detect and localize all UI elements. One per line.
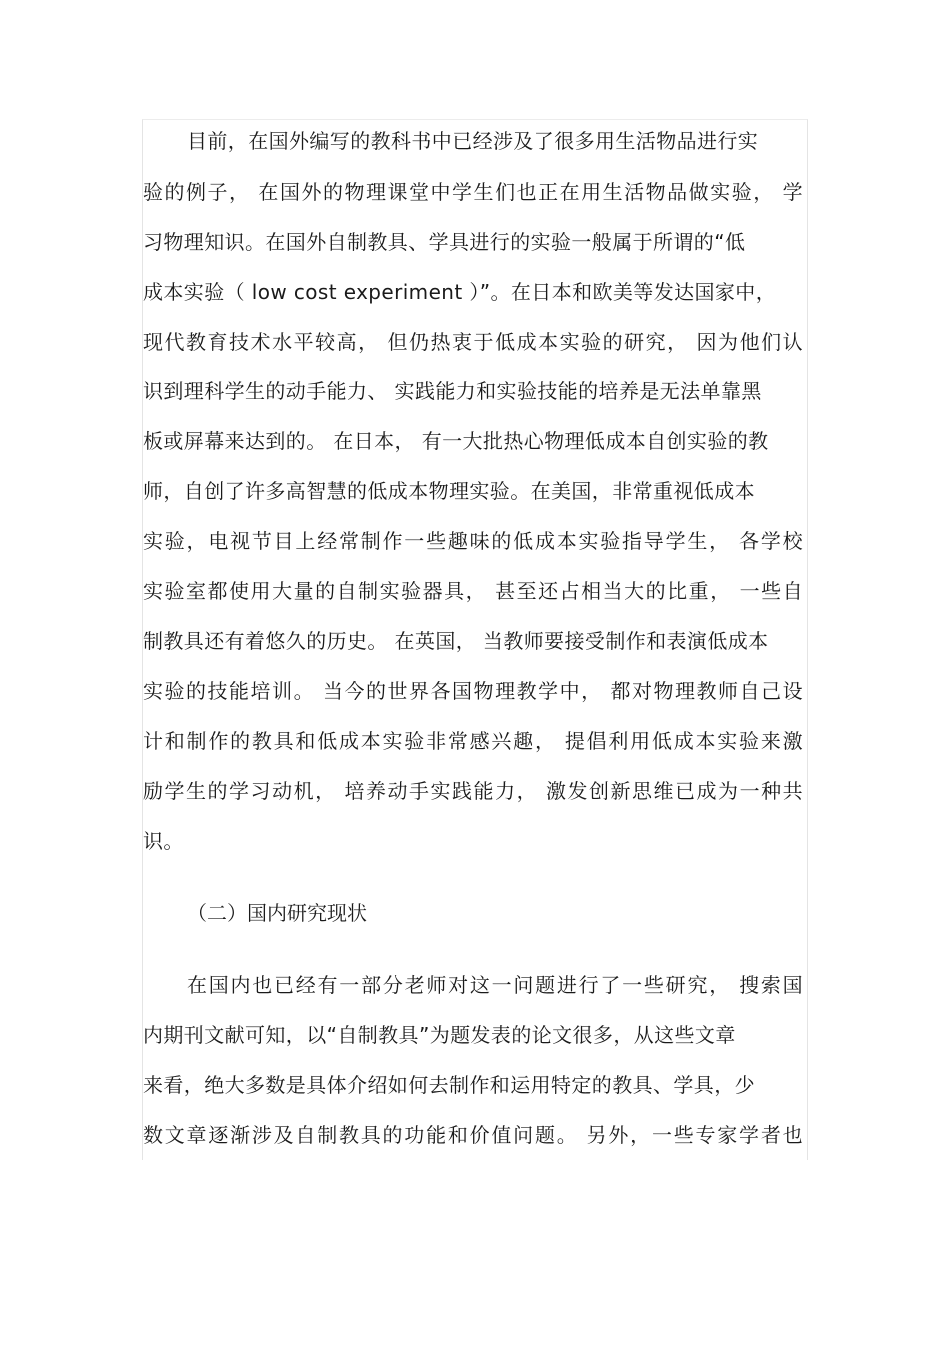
paragraph-line: 板或屏幕来达到的。 在日本， 有一大批热心物理低成本自创实验的教 bbox=[143, 429, 769, 453]
paragraph-line: 成本实验（ low cost experiment ）”。在日本和欧美等发达国家中， bbox=[143, 280, 777, 304]
paragraph-line: 现代教育技术水平较高， 但仍热衷于低成本实验的研究， 因为他们认 bbox=[143, 330, 803, 354]
paragraph-line: 识到理科学生的动手能力、 实践能力和实验技能的培养是无法单靠黑 bbox=[143, 379, 762, 403]
paragraph-line: 内期刊文献可知，以“自制教具”为题发表的论文很多，从这些文章 bbox=[143, 1023, 736, 1047]
paragraph-line: 识。 bbox=[143, 829, 184, 853]
paragraph-line: 在国内也已经有一部分老师对这一问题进行了一些研究， 搜索国 bbox=[187, 973, 803, 997]
paragraph-line: 数文章逐渐涉及自制教具的功能和价值问题。 另外，一些专家学者也 bbox=[143, 1123, 803, 1147]
paragraph-line: 计和制作的教具和低成本实验非常感兴趣， 提倡利用低成本实验来激 bbox=[143, 729, 803, 753]
paragraph-line: 励学生的学习动机， 培养动手实践能力， 激发创新思维已成为一种共 bbox=[143, 779, 803, 803]
paragraph-line: 验的例子， 在国外的物理课堂中学生们也正在用生活物品做实验， 学 bbox=[143, 180, 803, 204]
paragraph-line: 目前，在国外编写的教科书中已经涉及了很多用生活物品进行实 bbox=[187, 129, 759, 153]
paragraph-line: 制教具还有着悠久的历史。 在英国， 当教师要接受制作和表演低成本 bbox=[143, 629, 769, 653]
paragraph-line: 师，自创了许多高智慧的低成本物理实验。在美国，非常重视低成本 bbox=[143, 479, 755, 503]
section-heading: （二）国内研究现状 bbox=[187, 901, 367, 925]
paragraph-line: 来看，绝大多数是具体介绍如何去制作和运用特定的教具、学具，少 bbox=[143, 1073, 755, 1097]
paragraph-line: 实验的技能培训。 当今的世界各国物理教学中， 都对物理教师自己设 bbox=[143, 679, 803, 703]
paragraph-line: 实验室都使用大量的自制实验器具， 甚至还占相当大的比重， 一些自 bbox=[143, 579, 803, 603]
paragraph-line: 实验，电视节目上经常制作一些趣味的低成本实验指导学生， 各学校 bbox=[143, 529, 803, 553]
paragraph-line: 习物理知识。在国外自制教具、学具进行的实验一般属于所谓的“低 bbox=[143, 230, 746, 254]
